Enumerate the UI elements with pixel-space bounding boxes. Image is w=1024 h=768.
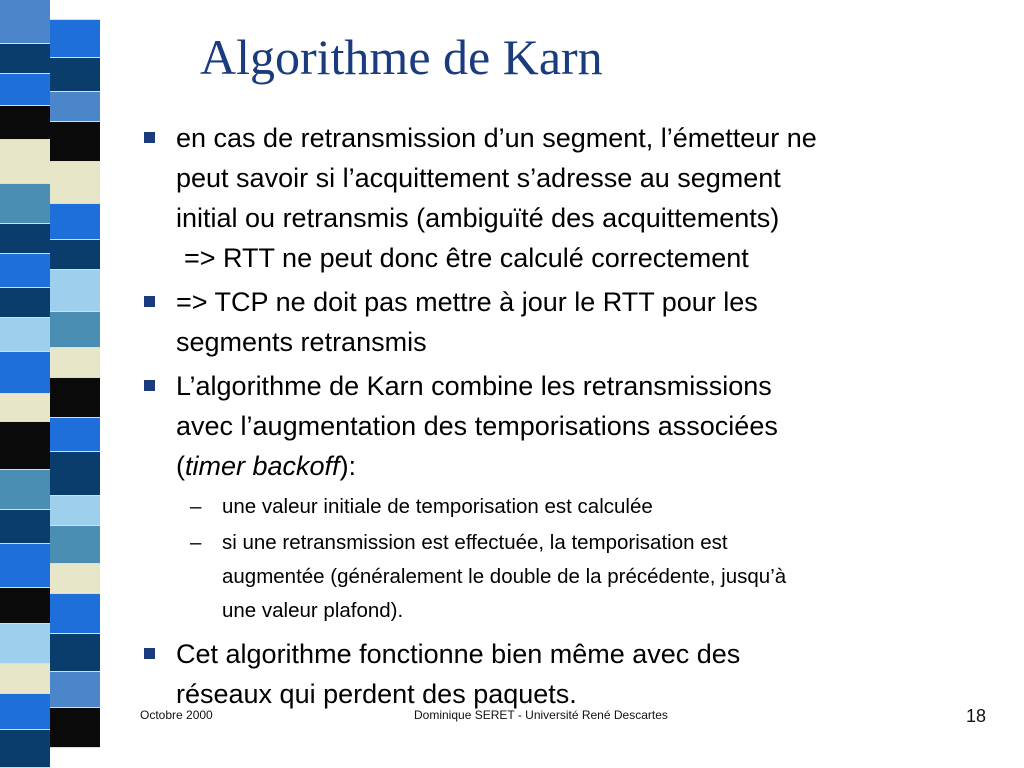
subbullet-line: une valeur plafond). <box>222 599 404 622</box>
square-bullet-icon <box>144 132 155 143</box>
bullet-line: segments retransmis <box>176 327 427 357</box>
bullet-line: => RTT ne peut donc être calculé correctement <box>184 243 749 273</box>
bullet-line: en cas de retransmission d’un segment, l’émetteur ne <box>176 123 817 153</box>
bullet-line: => TCP ne doit pas mettre à jour le RTT pour les <box>176 287 758 317</box>
stripe-column-left <box>0 0 50 768</box>
paren-close: ): <box>339 451 357 481</box>
page-number: 18 <box>966 706 987 726</box>
subbullet-line: si une retransmission est effectuée, la temporisation est <box>222 531 728 554</box>
dash-bullet: – <box>190 531 202 554</box>
bullet-line: réseaux qui perdent des paquets. <box>176 679 577 709</box>
bullet-item <box>140 366 1010 486</box>
slide-body <box>140 118 1010 718</box>
square-bullet-icon <box>144 380 155 391</box>
bullet-line: Cet algorithme fonctionne bien même avec des <box>176 639 741 669</box>
decorative-stripe <box>0 0 100 768</box>
dash-bullet: – <box>190 495 202 518</box>
bullet-line <box>176 446 1010 486</box>
bullet-line: initial ou retransmis (ambiguïté des acquittements) <box>176 203 780 233</box>
bullet-line: peut savoir si l’acquittement s’adresse au segment <box>176 163 781 193</box>
footer-date: Octobre 2000 <box>140 708 213 722</box>
bullet-line: L’algorithme de Karn combine les retransmissions <box>176 371 772 401</box>
bullet-line: avec l’augmentation des temporisations associées <box>176 411 778 441</box>
subbullet-line: augmentée (généralement le double de la précédente, jusqu’à <box>222 565 787 588</box>
square-bullet-icon <box>144 648 155 659</box>
subbullet-item <box>140 490 1010 524</box>
subbullet-line: une valeur initiale de temporisation est calculée <box>222 495 653 518</box>
bullet-item <box>140 282 1010 362</box>
bullet-item <box>140 118 1010 278</box>
slide-title: Algorithme de Karn <box>200 29 603 85</box>
stripe-column-right <box>50 0 100 768</box>
square-bullet-icon <box>144 296 155 307</box>
italic-term: timer backoff <box>185 451 340 481</box>
subbullet-item <box>140 526 1010 628</box>
bullet-item <box>140 634 1010 714</box>
paren-open: ( <box>176 451 185 481</box>
footer-author: Dominique SERET - Université René Descartes <box>414 708 668 722</box>
